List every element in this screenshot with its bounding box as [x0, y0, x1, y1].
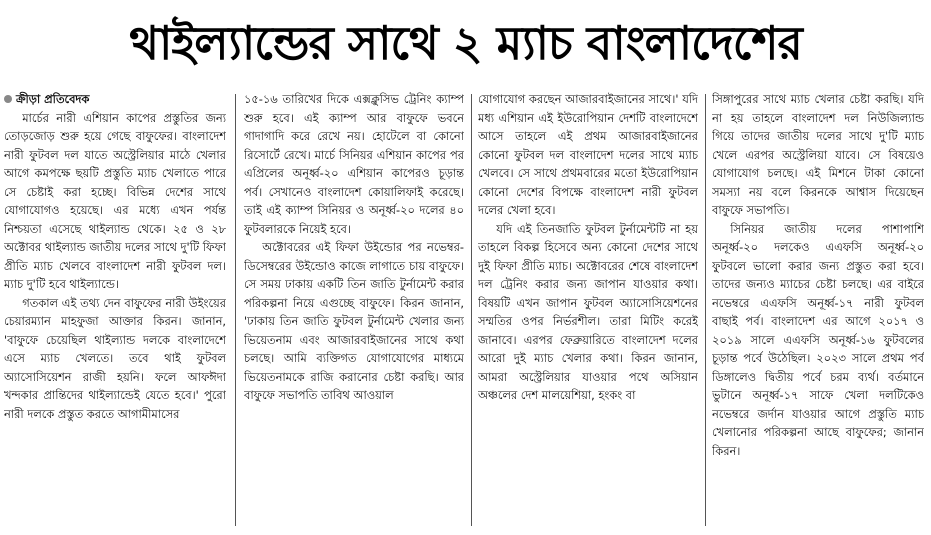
column-divider: [471, 94, 472, 526]
byline: [4, 90, 226, 109]
headline: থাইল্যান্ডের সাথে ২ ম্যাচ বাংলাদেশের: [129, 16, 802, 70]
paragraph: যোগাযোগ করছেন আজারবাইজানের সাথে।' যদি মধ্য এশিয়ান এই ইউরোপিয়ান দেশটি বাংলাদেশে আসে তাহলে এই প্রথম আজারবাইজানের কোনো ফুটবল দল বাংলাদেশ দলের সাথে ম্যাচ খেলবে। সে সাথে প্রথমবারের মতো ইউরোপিয়ান কোনো দেশের বিপক্ষে বাংলাদেশ নারী ফুটবল দলের খেলা হবে।: [478, 92, 698, 217]
byline-text: ক্রীড়া প্রতিবেদক: [16, 92, 90, 106]
paragraph: যদি এই তিনজাতি ফুটবল টুর্নামেন্টটি না হয় তাহলে বিকল্প হিসেবে অন্য কোনো দেশের সাথে দুই ফিফা প্রীতি ম্যাচ। অক্টোবরের শেষে বাংলাদেশ দল ট্রেনিং করার জন্য জাপান যাওয়ার কথা। বিষয়টি এখন জাপান ফুটবল অ্যাসোসিয়েশনের সম্মতির ওপর নির্ভরশীল। তারা মিটিং করেই জানাবে। এরপর ফেব্রুয়ারিতে বাংলাদেশ দলের আরো দুই ম্যাচ খেলার কথা। কিরন জানান, আমরা অস্ট্রেলিয়ার যাওয়ার পথে অসিয়ান অঞ্চলের দেশ মালয়েশিয়া, হংকং বা: [478, 221, 698, 402]
column-divider: [705, 94, 706, 526]
paragraph: ১৫-১৬ তারিখের দিকে এক্সক্লুসিভ ট্রেনিং ক্যাম্প শুরু হবে। এই ক্যাম্প আর বাফুফে ভবনে গাদাগাদি করে রেখে নয়। হোটেলে বা কোনো রিসোর্টে রেখে। মার্চে সিনিয়র এশিয়ান কাপের পর এপ্রিলের অনূর্ধ্ব-২০ এশিয়ান কাপেরও চূড়ান্ত পর্ব। সেখানেও বাংলাদেশ কোয়ালিফাই করেছে। তাই এই ক্যাম্প সিনিয়র ও অনূর্ধ্ব-২০ দলের ৪০ ফুটবলারকে নিয়েই হবে।: [244, 92, 464, 236]
bullet-icon: [4, 95, 12, 103]
paragraph: গতকাল এই তথ্য দেন বাফুফের নারী উইংয়ের চেয়ারম্যান মাহফুজা আক্তার কিরন। জানান, 'বাফুফে চেয়েছিল থাইল্যান্ড দলকে বাংলাদেশে এসে ম্যাচ খেলতে। তবে থাই ফুটবল অ্যাসোসিয়েশন রাজী হয়নি। ফলে আফঈদা খন্দকার প্রান্তিদের থাইল্যান্ডেই যেতে হবে।' পুরো নারী দলকে প্রস্তুত করতে আগামীমাসের: [4, 295, 226, 421]
article-column-4: [712, 90, 924, 530]
headline-banner: [0, 4, 931, 82]
article-column-1: [4, 90, 226, 530]
paragraph: মার্চের নারী এশিয়ান কাপের প্রস্তুতির জন্য তোড়জোড় শুরু হয়ে গেছে বাফুফের। বাংলাদেশ নারী ফুটবল দল যাতে অস্ট্রেলিয়ার মাঠে খেলার আগে কমপক্ষে ছয়টি প্রস্তুতি ম্যাচ খেলাতে পারে সে চেষ্টাই করা হচ্ছে। বিভিন্ন দেশের সাথে যোগাযোগও হয়েছে। এর মধ্যে এখন পর্যন্ত নিশ্চয়তা এসেছে থাইল্যান্ড থেকে। ২৫ ও ২৮ অক্টোবর থাইল্যান্ড জাতীয় দলের সাথে দু'টি ফিফা প্রীতি ম্যাচ খেলবে বাংলাদেশ নারী ফুটবল দল। ম্যাচ দু'টি হবে থাইল্যান্ডে।: [4, 110, 226, 291]
paragraph: সিঙ্গাপুরের সাথে ম্যাচ খেলার চেষ্টা করছি। যদি না হয় তাহলে বাংলাদেশ দল নিউজিল্যান্ড গিয়ে তাদের জাতীয় দলের সাথে দু'টি ম্যাচ খেলে এরপর অস্ট্রেলিয়া যাবে। সে বিষয়েও যোগাযোগ চলছে। এই মিশনে টাকা কোনো সমস্যা নয় বলে কিরনকে আশ্বাস দিয়েছেন বাফুফে সভাপতি।: [712, 92, 924, 217]
paragraph: সিনিয়র জাতীয় দলের পাশাপাশি অনূর্ধ্ব-২০ দলকেও এএফসি অনূর্ধ্ব-২০ ফুটবলে ভালো করার জন্য প্রস্তুত করা হবে। তাদের জন্যও ম্যাচের চেষ্টা চলছে। এর বাইরে নভেম্বরে এএফসি অনূর্ধ্ব-১৭ নারী ফুটবল বাছাই পর্ব। বাংলাদেশ এর আগে ২০১৭ ও ২০১৯ সালে এএফসি অনূর্ধ্ব-১৬ ফুটবলের চূড়ান্ত পর্বে উঠেছিল। ২০২৩ সালে প্রথম পর্ব ডিঙ্গালেও দ্বিতীয় পর্বে চরম ব্যর্থ। বর্তমানে ভুটানে অনূর্ধ্ব-১৭ সাফে খেলা দলটিকেও নভেম্বরে জর্দান যাওয়ার আগে প্রস্তুতি ম্যাচ খেলানোর পরিকল্পনা আছে বাফুফের; জানান কিরন।: [712, 221, 924, 458]
article-body: [4, 90, 926, 530]
article-column-2: [244, 90, 464, 530]
column-divider: [235, 94, 236, 526]
paragraph: অক্টোবরের এই ফিফা উইন্ডোর পর নভেম্বর-ডিসেম্বরের উইন্ডোও কাজে লাগাতে চায় বাফুফে। সে সময় ঢাকায় একটি তিন জাতি টুর্নামেন্ট করার পরিকল্পনা নিয়ে এগুচ্ছে বাফুফে। কিরন জানান, 'ঢাকায় তিন জাতি ফুটবল টুর্নামেন্ট খেলার জন্য ভিয়েতনাম এবং আজারবাইজানের সাথে কথা চলছে। আমি ব্যক্তিগত যোগাযোগের মাধ্যমে ভিয়েতনামকে রাজি করানোর চেষ্টা করছি। আর বাফুফে সভাপতি তাবিথ আওয়াল: [244, 240, 464, 402]
article-column-3: [478, 90, 698, 530]
